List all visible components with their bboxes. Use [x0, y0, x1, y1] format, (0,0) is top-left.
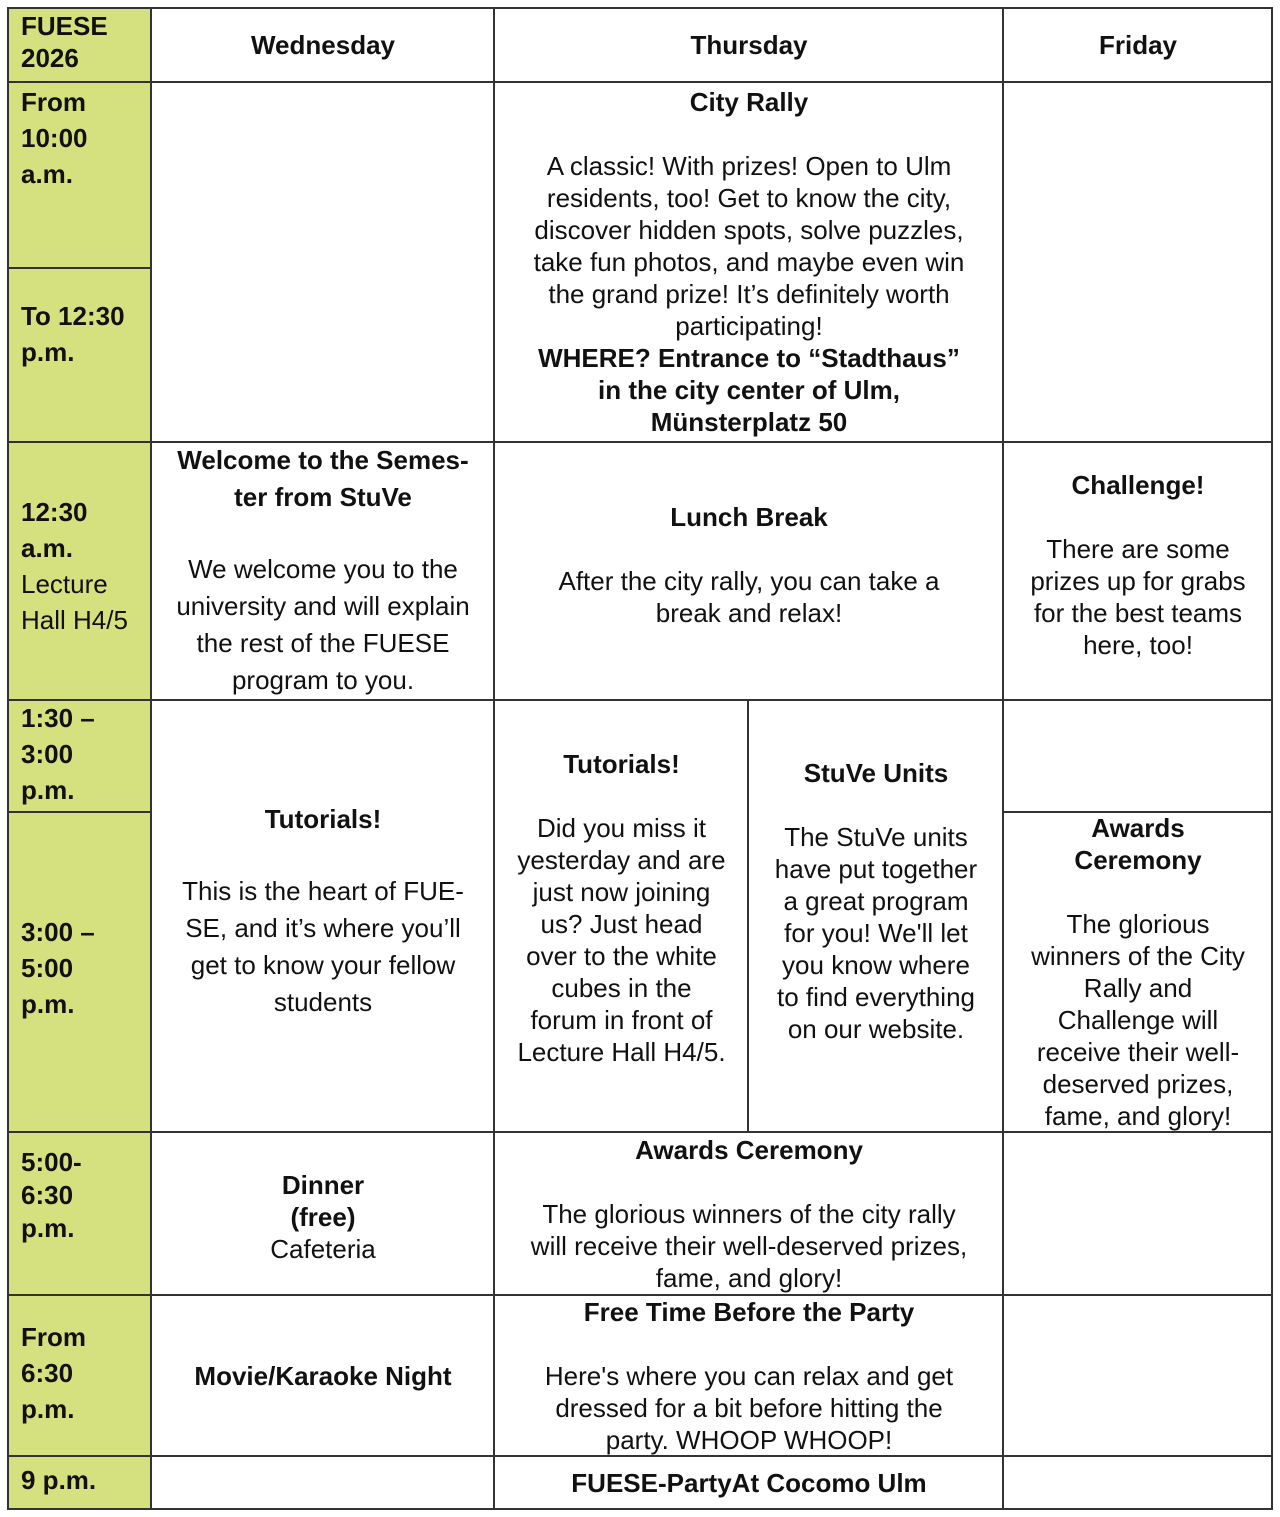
- tutorials-wed-text: students: [273, 987, 373, 1017]
- awards-thursday-cell: [495, 1132, 1003, 1295]
- time-line: 6:30: [21, 1180, 74, 1210]
- tutorials-wed-text: SE, and it’s where you’ll: [185, 913, 461, 943]
- tutorials-thu-text: Lecture Hall H4/5.: [517, 1037, 726, 1067]
- city-rally-text: discover hidden spots, solve puzzles,: [534, 215, 964, 245]
- grid-line: [7, 699, 1273, 701]
- grid-line: [7, 267, 152, 269]
- city-rally-where: in the city center of Ulm,: [598, 375, 900, 405]
- corner-line: FUESE: [21, 11, 108, 41]
- time-line: From: [21, 87, 86, 117]
- tutorials-wed-title: Tutorials!: [264, 804, 382, 834]
- welcome-title: Welcome to the Semes-: [177, 445, 469, 475]
- time-1230: [8, 442, 151, 700]
- challenge-text: prizes up for grabs: [1030, 566, 1246, 596]
- time-line: To 12:30: [21, 301, 125, 331]
- awards-thu-title: Awards Ceremony: [635, 1135, 863, 1165]
- day-header-thursday: Thursday: [690, 29, 808, 60]
- free-time-text: dressed for a bit before hitting the: [555, 1393, 943, 1423]
- stuve-units-cell: [749, 700, 1003, 1132]
- stuve-units-text: for you! We'll let: [784, 918, 968, 948]
- time-500-630: [8, 1132, 151, 1295]
- welcome-text: the rest of the FUESE: [196, 628, 450, 658]
- grid-line: [7, 1131, 1273, 1133]
- time-line: 9 p.m.: [21, 1465, 97, 1495]
- tutorials-wednesday-cell: [152, 700, 494, 1132]
- awards-thu-text: will receive their well-deserved prizes,: [530, 1231, 968, 1261]
- welcome-text: program to you.: [231, 665, 415, 695]
- city-rally-title: City Rally: [689, 87, 809, 117]
- grid-line: [7, 1508, 1273, 1510]
- time-place: Lecture: [21, 569, 108, 599]
- grid-line: [7, 7, 1273, 9]
- time-to-1230: [8, 268, 151, 442]
- corner-label: [8, 8, 151, 82]
- corner-line: 2026: [21, 43, 79, 73]
- welcome-title: ter from StuVe: [234, 482, 412, 512]
- dinner-cell: [152, 1132, 494, 1295]
- lunch-text: After the city rally, you can take a: [558, 566, 940, 596]
- tutorials-thu-text: Did you miss it: [536, 813, 707, 843]
- welcome-text: university and will explain: [176, 591, 470, 621]
- awards-fri-text: The glorious: [1066, 909, 1210, 939]
- grid-line: [7, 7, 9, 1510]
- dinner-title: (free): [290, 1201, 356, 1232]
- time-line: a.m.: [21, 159, 74, 189]
- tutorials-thu-text: yesterday and are: [517, 845, 726, 875]
- city-rally-where: Münsterplatz 50: [650, 407, 848, 437]
- challenge-text: for the best teams: [1033, 598, 1243, 628]
- grid-line: [7, 81, 1273, 83]
- time-line: 1:30 –: [21, 703, 95, 733]
- welcome-text: We welcome you to the: [188, 554, 458, 584]
- stuve-units-text: you know where: [782, 950, 970, 980]
- city-rally-text: the grand prize! It’s definitely worth: [548, 279, 950, 309]
- time-place: Hall H4/5: [21, 605, 128, 635]
- awards-friday-cell: [1004, 812, 1272, 1132]
- tutorials-wed-text: This is the heart of FUE-: [182, 876, 464, 906]
- welcome-cell: [152, 442, 494, 700]
- awards-thu-text: fame, and glory!: [655, 1263, 843, 1293]
- city-rally-cell: [495, 84, 1003, 442]
- challenge-cell: [1004, 442, 1272, 700]
- awards-fri-text: fame, and glory!: [1044, 1101, 1232, 1131]
- stuve-units-text: on our website.: [787, 1014, 965, 1044]
- grid-line: [7, 441, 1273, 443]
- awards-fri-title: Awards: [1091, 813, 1185, 843]
- awards-fri-text: Rally and: [1083, 973, 1193, 1003]
- time-300-500: [8, 812, 151, 1132]
- city-rally-text: participating!: [675, 311, 823, 341]
- stuve-units-text: have put together: [774, 854, 978, 884]
- movie-title: Movie/Karaoke Night: [194, 1360, 452, 1391]
- tutorials-thu-text: just now joining: [532, 877, 711, 907]
- lunch-text: break and relax!: [655, 598, 843, 628]
- time-line: 3:00 –: [21, 917, 95, 947]
- lunch-break-cell: [495, 442, 1003, 700]
- city-rally-text: A classic! With prizes! Open to Ulm: [546, 151, 952, 181]
- dinner-title: Dinner: [281, 1169, 365, 1200]
- tutorials-thu-text: us? Just head: [540, 909, 703, 939]
- time-line: 6:30: [21, 1358, 74, 1388]
- time-line: p.m.: [21, 775, 75, 805]
- awards-fri-text: receive their well-: [1036, 1037, 1240, 1067]
- grid-line: [7, 1455, 1273, 1457]
- party-title: FUESE-PartyAt Cocomo Ulm: [571, 1467, 927, 1498]
- stuve-units-title: StuVe Units: [803, 758, 949, 788]
- grid-line: [1002, 7, 1004, 1510]
- awards-fri-title: Ceremony: [1074, 845, 1202, 875]
- challenge-text: here, too!: [1083, 630, 1193, 660]
- tutorials-thu-text: over to the white: [526, 941, 717, 971]
- day-header-friday: Friday: [1098, 29, 1178, 60]
- tutorials-thu-text: forum in front of: [530, 1005, 713, 1035]
- time-line: p.m.: [21, 337, 75, 367]
- lunch-title: Lunch Break: [670, 502, 828, 532]
- time-line: 12:30: [21, 497, 88, 527]
- day-header-wednesday: Wednesday: [250, 29, 395, 60]
- party-cell: [495, 1456, 1003, 1509]
- stuve-units-text: a great program: [783, 886, 969, 916]
- challenge-title: Challenge!: [1071, 470, 1205, 500]
- awards-fri-text: deserved prizes,: [1042, 1069, 1234, 1099]
- free-time-text: Here's where you can relax and get: [544, 1361, 954, 1391]
- free-time-cell: [495, 1295, 1003, 1456]
- time-from-10: [8, 82, 151, 268]
- city-rally-text: take fun photos, and maybe even win: [533, 247, 965, 277]
- grid-line: [1271, 7, 1273, 1510]
- grid-line: [1002, 811, 1273, 813]
- movie-karaoke-cell: [152, 1295, 494, 1456]
- city-rally-text: residents, too! Get to know the city,: [546, 183, 952, 213]
- time-130-300: [8, 700, 151, 812]
- dinner-place: Cafeteria: [270, 1233, 376, 1264]
- time-line: 3:00: [21, 739, 74, 769]
- free-time-title: Free Time Before the Party: [583, 1297, 915, 1327]
- time-line: 5:00-: [21, 1147, 82, 1177]
- time-9pm: [8, 1456, 151, 1509]
- stuve-units-text: to find everything: [776, 982, 975, 1012]
- grid-line: [493, 7, 495, 1510]
- tutorials-thursday-cell: [495, 700, 748, 1132]
- time-line: 10:00: [21, 123, 88, 153]
- city-rally-where: WHERE? Entrance to “Stadthaus”: [538, 343, 960, 373]
- awards-fri-text: Challenge will: [1057, 1005, 1219, 1035]
- tutorials-thu-title: Tutorials!: [563, 749, 680, 779]
- time-from-630: [8, 1295, 151, 1456]
- time-line: 5:00: [21, 953, 74, 983]
- tutorials-wed-text: get to know your fellow: [190, 950, 456, 980]
- free-time-text: party. WHOOP WHOOP!: [605, 1425, 893, 1455]
- tutorials-thu-text: cubes in the: [551, 973, 692, 1003]
- stuve-units-text: The StuVe units: [784, 822, 968, 852]
- grid-line: [150, 7, 152, 1510]
- time-line: a.m.: [21, 533, 74, 563]
- awards-thu-text: The glorious winners of the city rally: [542, 1199, 956, 1229]
- time-line: p.m.: [21, 1394, 75, 1424]
- grid-line: [7, 1294, 1273, 1296]
- time-line: p.m.: [21, 989, 75, 1019]
- grid-line: [7, 811, 152, 813]
- awards-fri-text: winners of the City: [1031, 941, 1245, 971]
- challenge-text: There are some: [1046, 534, 1230, 564]
- grid-line: [747, 699, 749, 1133]
- time-line: p.m.: [21, 1213, 75, 1243]
- time-line: From: [21, 1322, 86, 1352]
